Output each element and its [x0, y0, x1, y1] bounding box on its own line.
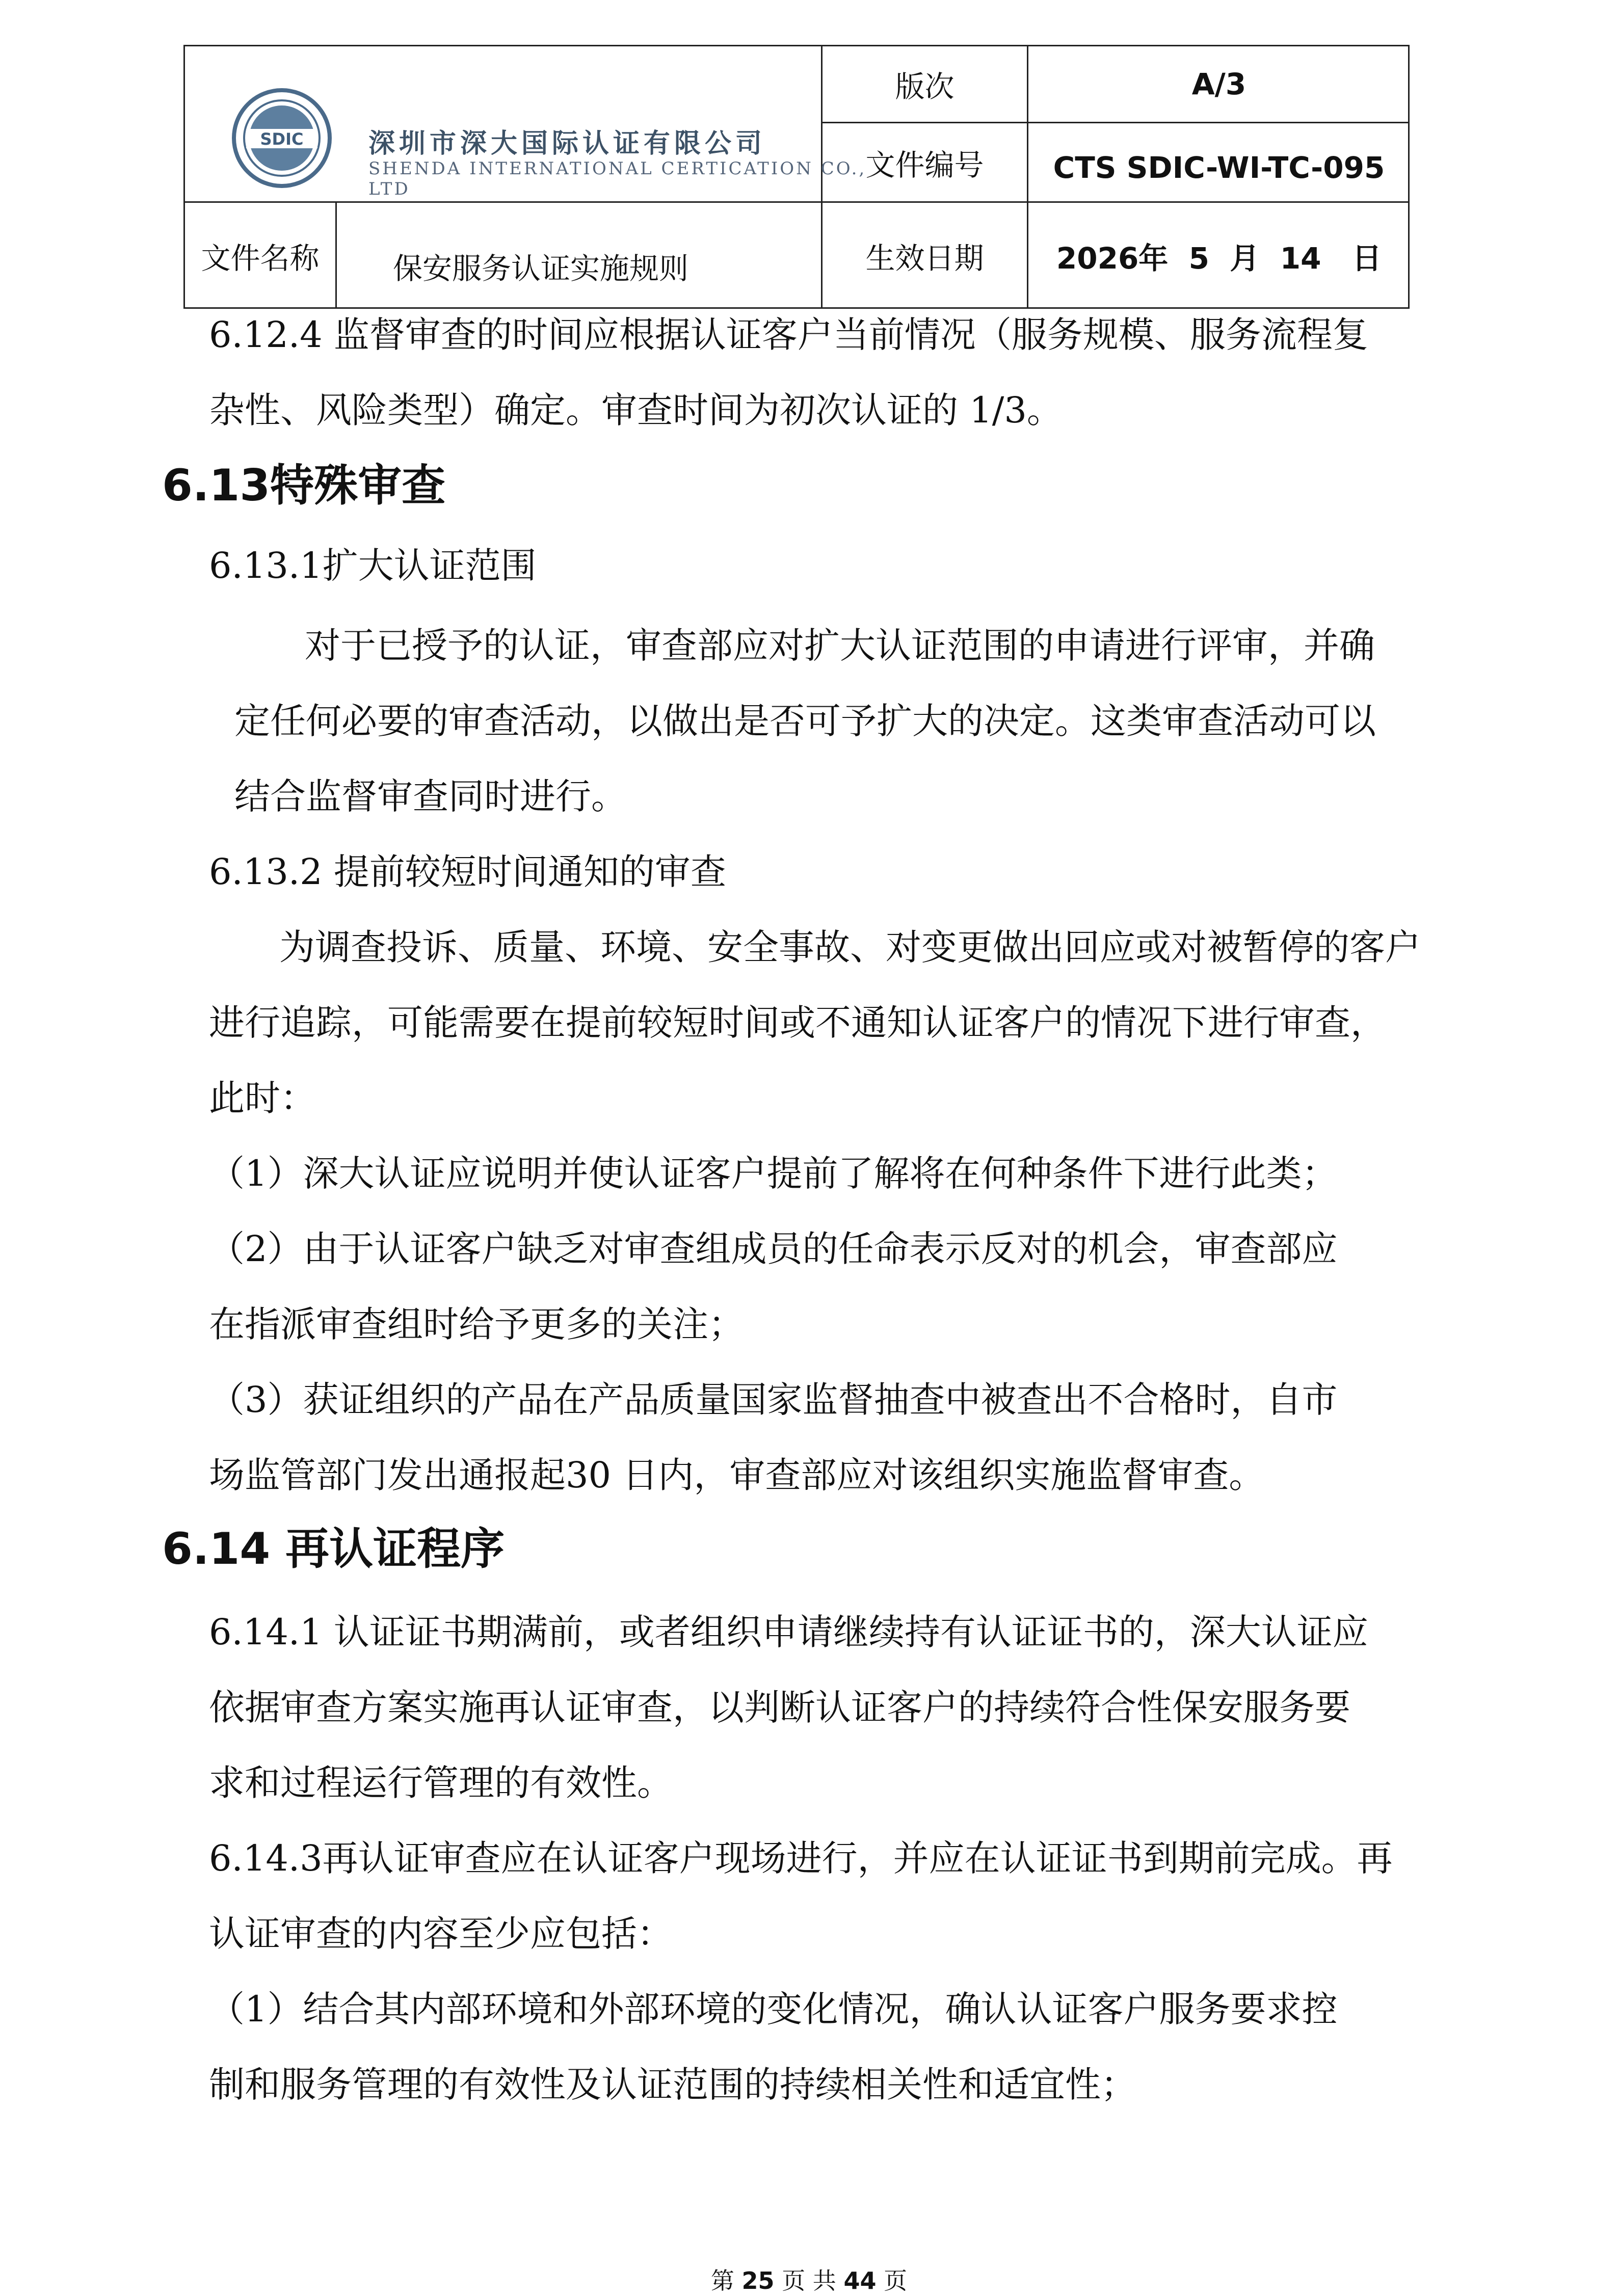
doc-name-value: 保安服务认证实施规则: [393, 251, 689, 286]
subsection-heading: 6.13.1扩大认证范围: [209, 545, 537, 586]
version-value: A/3: [1191, 67, 1246, 101]
current-page: 25: [741, 2267, 775, 2294]
paragraph-line: 杂性、风险类型）确定。审查时间为初次认证的 1/3。: [209, 389, 1063, 431]
page-prefix: 第: [710, 2267, 734, 2294]
paragraph-line: 求和过程运行管理的有效性。: [209, 1762, 673, 1804]
doc-number-value: CTS SDIC-WI-TC-095: [1053, 150, 1385, 185]
paragraph-line: 认证审查的内容至少应包括：: [209, 1913, 673, 1955]
paragraph-line: 为调查投诉、质量、环境、安全事故、对变更做出回应或对被暂停的客户: [279, 926, 1421, 968]
doc-name-label: 文件名称: [201, 241, 320, 276]
paragraph-line: 进行追踪，可能需要在提前较短时间或不通知认证客户的情况下进行审查，: [209, 1002, 1386, 1044]
paragraph-line: 定任何必要的审查活动，以做出是否可予扩大的决定。这类审查活动可以: [234, 700, 1376, 742]
page-suffix: 页: [884, 2267, 908, 2294]
company-name-cn: 深圳市深大国际认证有限公司: [368, 128, 766, 159]
svg-text:SDIC: SDIC: [260, 129, 304, 149]
page-mid: 页 共: [782, 2267, 836, 2294]
page-number: [0, 2262, 1618, 2296]
paragraph-line: 对于已授予的认证，审查部应对扩大认证范围的申请进行评审，并确: [305, 625, 1375, 666]
list-item: （1）深大认证应说明并使认证客户提前了解将在何种条件下进行此类；: [209, 1153, 1338, 1194]
company-logo: [231, 77, 893, 215]
list-item: （1）结合其内部环境和外部环境的变化情况，确认认证客户服务要求控: [209, 1988, 1338, 2030]
paragraph-line: 6.14.3再认证审查应在认证客户现场进行，并应在认证证书到期前完成。再: [209, 1837, 1393, 1879]
paragraph-line: 结合监督审查同时进行。: [234, 776, 627, 817]
paragraph-line: 此时：: [209, 1077, 316, 1119]
version-label: 版次: [895, 69, 954, 104]
section-heading-6-14: 6.14 再认证程序: [162, 1524, 505, 1574]
effective-date-value: 2026年 5 月 14 日: [1056, 241, 1382, 276]
document-header-table: [183, 45, 1410, 309]
sdic-seal-icon: [231, 87, 333, 189]
effective-date-label: 生效日期: [865, 241, 984, 276]
total-pages: 44: [843, 2267, 877, 2294]
paragraph-line: 6.14.1 认证证书期满前，或者组织申请继续持有认证证书的，深大认证应: [209, 1611, 1368, 1653]
paragraph-line: 制和服务管理的有效性及认证范围的持续相关性和适宜性；: [209, 2064, 1136, 2105]
subsection-heading: 6.13.2 提前较短时间通知的审查: [209, 851, 726, 893]
list-item: （2）由于认证客户缺乏对审查组成员的任命表示反对的机会，审查部应: [209, 1228, 1338, 1270]
paragraph-line: 在指派审查组时给予更多的关注；: [209, 1303, 744, 1345]
paragraph-line: 场监管部门发出通报起30 日内，审查部应对该组织实施监督审查。: [209, 1454, 1265, 1496]
company-name-en: SHENDA INTERNATIONAL CERTICATION CO., LTD: [368, 158, 867, 199]
list-item: （3）获证组织的产品在产品质量国家监督抽查中被查出不合格时，自市: [209, 1379, 1338, 1421]
paragraph-line: 依据审查方案实施再认证审查，以判断认证客户的持续符合性保安服务要: [209, 1687, 1350, 1728]
doc-number-label: 文件编号: [865, 147, 984, 182]
section-heading-6-13: 6.13特殊审查: [162, 460, 446, 511]
paragraph-line: 6.12.4 监督审查的时间应根据认证客户当前情况（服务规模、服务流程复: [209, 314, 1368, 356]
